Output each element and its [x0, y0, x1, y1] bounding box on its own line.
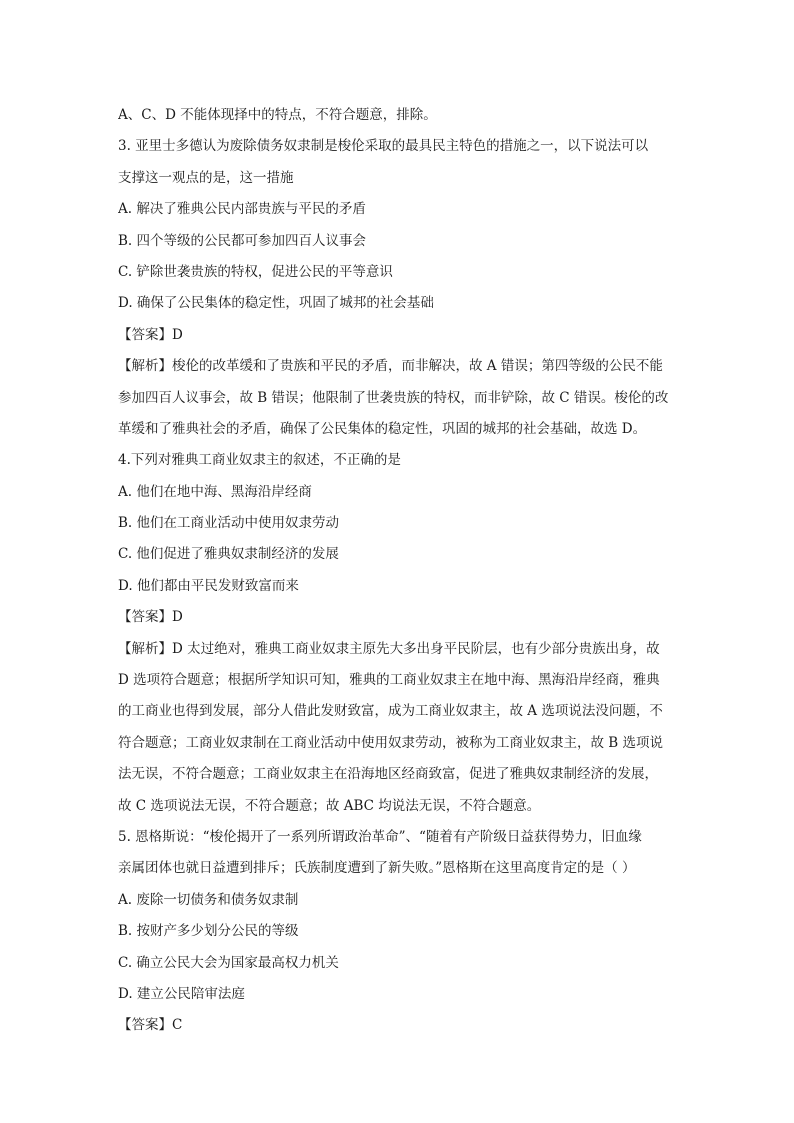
question-3-option-c: C. 铲除世袭贵族的特权，促进公民的平等意识	[118, 263, 393, 280]
text-line: A、C、D 不能体现择中的特点，不符合题意，排除。	[118, 107, 437, 123]
question-5-answer: 【答案】C	[118, 1017, 183, 1034]
question-5-option-d: D. 建立公民陪审法庭	[118, 985, 245, 1002]
question-4-analysis: 的工商业也得到发展，部分人借此发财致富，成为工商业奴隶主，故 A 选项说法没问题，不	[118, 703, 663, 720]
question-4-option-c: C. 他们促进了雅典奴隶制经济的发展	[118, 546, 339, 563]
question-3-analysis: 参加四百人议事会，故 B 错误；他限制了世袭贵族的特权，而非铲除，故 C 错误。梭伦的改	[118, 389, 669, 406]
document-page	[118, 100, 678, 1042]
question-4-option-b: B. 他们在工商业活动中使用奴隶劳动	[118, 515, 340, 532]
question-4-option-a: A. 他们在地中海、黑海沿岸经商	[118, 483, 312, 500]
question-4-analysis: 【解析】D 太过绝对，雅典工商业奴隶主原先大多出身平民阶层，也有少部分贵族出身，故	[118, 640, 660, 657]
question-5-stem: 5. 恩格斯说：“梭伦揭开了一系列所谓政治革命”、“随着有产阶级日益获得势力，旧血缘	[118, 828, 642, 845]
question-5-option-c: C. 确立公民大会为国家最高权力机关	[118, 954, 339, 971]
question-4-answer: 【答案】D	[118, 609, 183, 626]
question-4-option-d: D. 他们都由平民发财致富而来	[118, 577, 299, 594]
question-3-option-d: D. 确保了公民集体的稳定性，巩固了城邦的社会基础	[118, 295, 434, 312]
question-3-analysis: 【解析】梭伦的改革缓和了贵族和平民的矛盾，而非解决，故 A 错误；第四等级的公民不能	[118, 358, 663, 375]
question-3-answer: 【答案】D	[118, 326, 183, 343]
question-3-analysis: 革缓和了雅典社会的矛盾，确保了公民集体的稳定性，巩固的城邦的社会基础，故选 D。	[118, 420, 647, 437]
question-3-stem: 3. 亚里士多德认为废除债务奴隶制是梭伦采取的最具民主特色的措施之一，以下说法可以	[118, 138, 649, 155]
question-5-option-a: A. 废除一切债务和债务奴隶制	[118, 891, 299, 908]
question-5-stem: 亲属团体也就日益遭到排斥；氏族制度遭到了新失败。”恩格斯在这里高度肯定的是（ ）	[118, 860, 636, 877]
question-3-stem: 支撑这一观点的是，这一措施	[118, 169, 294, 186]
question-4-analysis: 符合题意；工商业奴隶制在工商业活动中使用奴隶劳动，被称为工商业奴隶主，故 B 选项说	[118, 734, 664, 751]
question-4-analysis: D 选项符合题意；根据所学知识可知，雅典的工商业奴隶主在地中海、黑海沿岸经商，雅典	[118, 672, 660, 689]
question-3-option-b: B. 四个等级的公民都可参加四百人议事会	[118, 232, 367, 249]
question-4-stem: 4.下列对雅典工商业奴隶主的叙述，不正确的是	[118, 452, 401, 469]
question-3-option-a: A. 解决了雅典公民内部贵族与平民的矛盾	[118, 201, 366, 218]
question-4-analysis: 法无误，不符合题意；工商业奴隶主在沿海地区经商致富，促进了雅典奴隶制经济的发展，	[118, 766, 658, 783]
question-5-option-b: B. 按财产多少划分公民的等级	[118, 923, 299, 940]
question-4-analysis: 故 C 选项说法无误，不符合题意；故 ABC 均说法无误，不符合题意。	[118, 797, 541, 814]
